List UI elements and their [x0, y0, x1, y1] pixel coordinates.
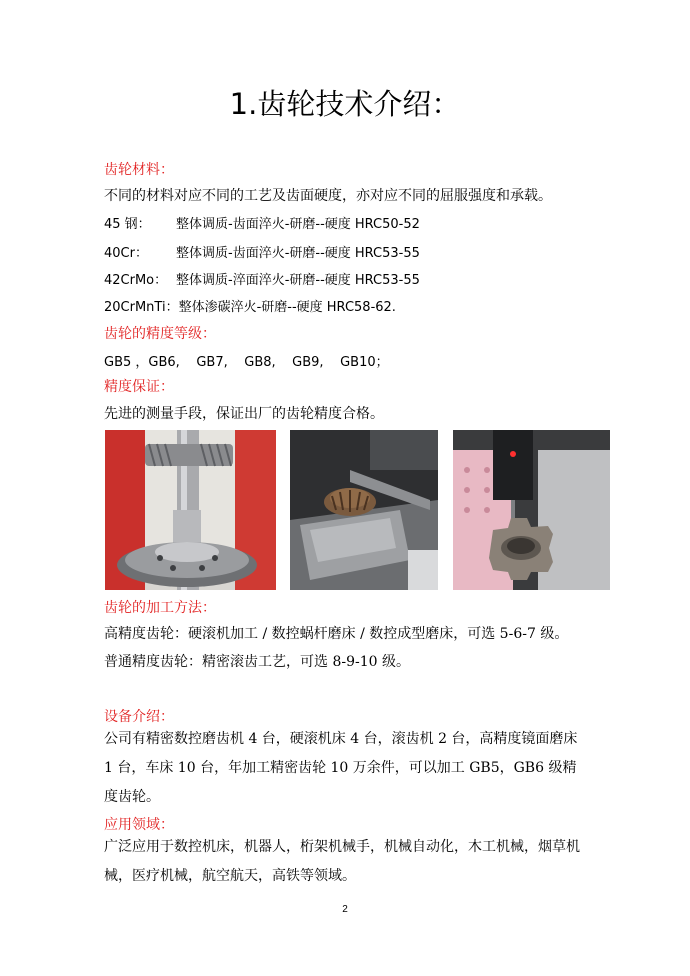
guarantee-text: 先进的测量手段，保证出厂的齿轮精度合格。: [104, 406, 384, 422]
material-row: [104, 271, 420, 291]
processing-line-normal: 普通精度齿轮：精密滚齿工艺，可选 8-9-10 级。: [104, 654, 410, 670]
guarantee-heading: 精度保证：: [104, 379, 174, 395]
material-row: [104, 215, 420, 235]
equipment-text: 公司有精密数控磨齿机 4 台，硬滚机床 4 台，滚齿机 2 台，高精度镜面磨床 1 台，车床 10 台，年加工精密齿轮 10 万余件，可以加工 GB5，GB6 级精度齿轮。: [104, 731, 578, 805]
material-spec: 整体调质-齿面淬火-研磨--硬度 HRC53-55: [176, 246, 420, 261]
materials-intro: 不同的材料对应不同的工艺及齿面硬度，亦对应不同的屈服强度和承载。: [104, 188, 552, 204]
material-spec: 整体渗碳淬火-研磨--硬度 HRC58-62.: [178, 300, 396, 315]
equipment-heading: 设备介绍：: [104, 709, 174, 725]
materials-heading: 齿轮材料：: [104, 162, 174, 178]
material-name: 40Cr：: [104, 246, 148, 261]
material-row: [104, 244, 420, 264]
processing-heading: 齿轮的加工方法：: [104, 600, 216, 616]
processing-line-high: 高精度齿轮：硬滚机加工 / 数控蜗杆磨床 / 数控成型磨床，可选 5-6-7 级。: [104, 626, 569, 642]
gear-probe-photo: [453, 430, 610, 590]
material-name: 45 钢：: [104, 217, 151, 232]
page-number: 2: [342, 904, 348, 915]
material-name: 20CrMnTi：: [104, 300, 179, 315]
application-heading: 应用领域：: [104, 817, 174, 833]
material-spec: 整体调质-齿面淬火-研磨--硬度 HRC50-52: [176, 217, 420, 232]
page-title: 1.齿轮技术介绍：: [229, 87, 461, 121]
precision-grades: GB5 ，GB6, GB7, GB8, GB9, GB10；: [104, 355, 389, 370]
gear-measuring-photo: [105, 430, 276, 590]
material-spec: 整体调质-淬面淬火-研磨--硬度 HRC53-55: [176, 273, 420, 288]
precision-heading: 齿轮的精度等级：: [104, 326, 216, 342]
bevel-gear-vise-photo: [290, 430, 438, 590]
application-text: 广泛应用于数控机床，机器人，桁架机械手，机械自动化，木工机械，烟草机械，医疗机械，航空航天，高铁等领域。: [104, 839, 580, 884]
material-name: 42CrMo：: [104, 273, 168, 288]
material-row: [104, 298, 396, 318]
